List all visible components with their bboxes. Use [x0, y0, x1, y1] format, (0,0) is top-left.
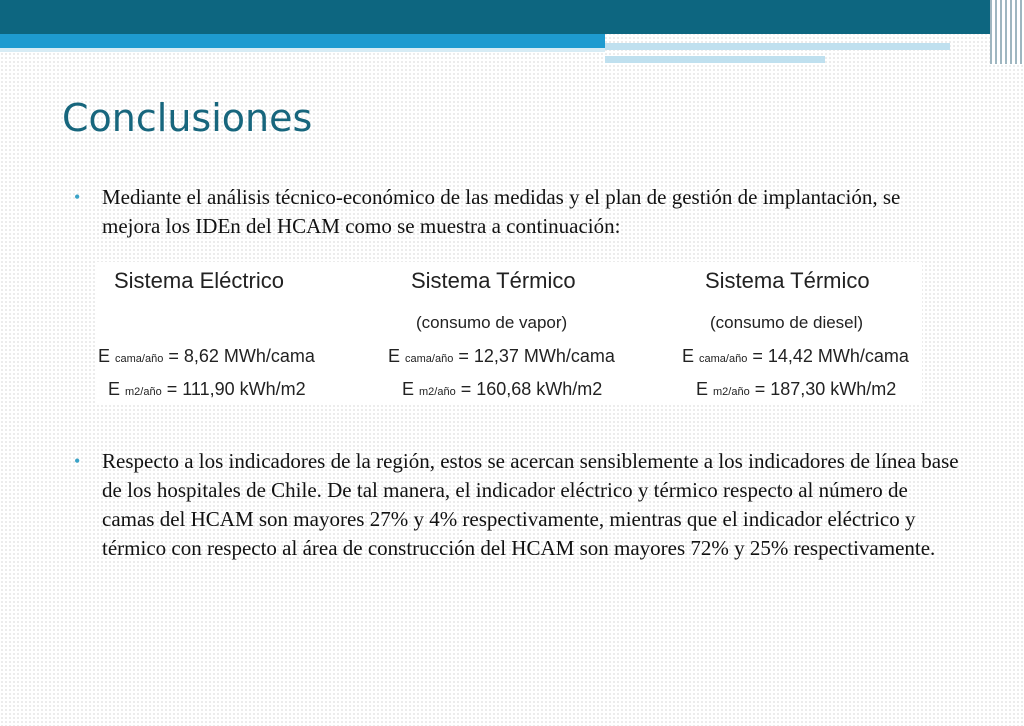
column-subtitle: (consumo de vapor) — [416, 313, 568, 332]
indicator-subscript: cama/año — [699, 353, 748, 365]
bullet-item-2 — [74, 447, 962, 563]
indicator-symbol: E — [98, 346, 116, 366]
indicator-symbol: E — [696, 379, 714, 399]
banner-light-bar-2 — [605, 56, 825, 63]
column-title: Sistema Térmico — [411, 268, 576, 293]
indicator-subscript: m2/año — [125, 386, 162, 398]
indicator-symbol: E — [388, 346, 406, 366]
indicator-subscript: m2/año — [419, 386, 456, 398]
indicator-symbol: E — [402, 379, 420, 399]
banner-blue-bar — [0, 34, 605, 48]
banner-pale-bar — [0, 48, 605, 52]
indicator-row-cama — [682, 346, 909, 367]
indicator-value: = 187,30 kWh/m2 — [749, 379, 897, 399]
indicator-value: = 160,68 kWh/m2 — [455, 379, 603, 399]
indicator-row-cama — [388, 346, 615, 367]
slide-title: Conclusiones — [62, 96, 313, 140]
indicator-symbol: E — [682, 346, 700, 366]
banner-dark-bar — [0, 0, 992, 34]
indicator-row-m2 — [402, 379, 602, 400]
bullet-item-1 — [74, 183, 962, 241]
indicators-table — [96, 262, 922, 404]
indicator-value: = 111,90 kWh/m2 — [161, 379, 306, 399]
indicator-row-cama — [98, 346, 315, 367]
column-subtitle: (consumo de diesel) — [710, 313, 864, 332]
bullet-dot-icon: • — [74, 187, 81, 207]
indicator-row-m2 — [108, 379, 306, 400]
indicator-value: = 8,62 MWh/cama — [163, 346, 315, 366]
indicator-subscript: cama/año — [115, 353, 164, 365]
indicator-symbol: E — [108, 379, 126, 399]
bullet-dot-icon: • — [74, 451, 81, 471]
indicator-subscript: m2/año — [713, 386, 750, 398]
column-title: Sistema Térmico — [705, 268, 870, 293]
indicator-row-m2 — [696, 379, 896, 400]
banner-stripes — [990, 0, 1024, 64]
banner-light-bar-1 — [605, 43, 950, 50]
indicator-subscript: cama/año — [405, 353, 454, 365]
bullet-text-2: Respecto a los indicadores de la región, estos se acercan sensiblemente a los indicadores de línea base de los hospitales de Chile. De tal manera, el indicador eléctrico y térmico respecto al número de camas del HCAM son mayores 27% y 4% respectivamente, mientras que el indicador eléctrico y térmico con respecto al área de construcción del HCAM son mayores 72% y 25% respectivamente. — [102, 449, 959, 560]
indicator-value: = 14,42 MWh/cama — [747, 346, 909, 366]
bullet-text-1: Mediante el análisis técnico-económico de las medidas y el plan de gestión de implantación, se mejora los IDEn del HCAM como se muestra a continuación: — [102, 185, 901, 238]
indicator-value: = 12,37 MWh/cama — [453, 346, 615, 366]
column-title: Sistema Eléctrico — [114, 268, 284, 293]
